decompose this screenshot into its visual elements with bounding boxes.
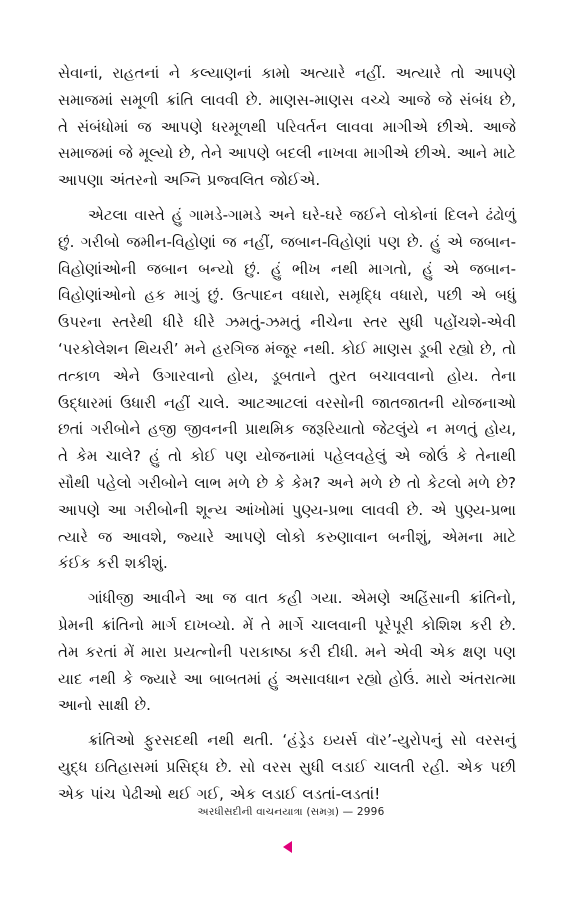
page-footer: અરધીસદીની વાચનયાત્રા (સમગ્ર) — 2996: [197, 806, 385, 818]
previous-page-arrow-icon[interactable]: [283, 841, 292, 853]
paragraph-2: એટલા વાસ્તે હું ગામડે-ગામડે અને ઘરે-ઘરે જઈને લોકોનાં દિલને ઢંઢોળું છું. ગરીબો જમીન-વિહોણાં જ નહીં, જબાન-વિહોણાં પણ છે. હું એ જબાન-વિહોણાંઓની જબાન બન્યો છું. હું ભીખ નથી માગતો, હું એ જબાન-વિહોણાંઓનો હક માગું છું. ઉત્પાદન વધારો, સમૃદ્ધિ વધારો, પછી એ બધું ઉપરના સ્તરેથી ધીરે ધીરે ઝમતું-ઝમતું નીચેના સ્તર સુધી પહોંચશે-એવી ‘પરકોલેશન થિયરી’ મને હરગિજ મંજૂર નથી. કોઈ માણસ ડૂબી રહ્યો છે, તો તત્કાળ એને ઉગારવાનો હોય, ડૂબતાને તુરત બચાવવાનો હોય. તેના ઉદ્ધારમાં ઉધારી નહીં ચાલે. આટઆટલાં વરસોની જાતજાતની યોજનાઓ છતાં ગરીબોને હજી જીવનની પ્રાથમિક જરૂરિયાતો જેટલુંયે ન મળતું હોય, તે કેમ ચાલે? હું તો કોઈ પણ યોજનામાં પહેલવહેલું એ જોઉં કે તેનાથી સૌથી પહેલો ગરીબોને લાભ મળે છે કે કેમ? અને મળે છે તો કેટલો મળે છે? આપણે આ ગરીબોની શૂન્ય આંખોમાં પુણ્ય-પ્રભા લાવવી છે. એ પુણ્ય-પ્રભા ત્યારે જ આવશે, જ્યારે આપણે લોકો કરુણાવાન બનીશું, એમના માટે કંઈક કરી શકીશું.: [58, 205, 516, 573]
page-body: [58, 60, 516, 816]
paragraph-1: સેવાનાં, રાહતનાં ને કલ્યાણનાં કામો અત્યારે નહીં. અત્યારે તો આપણે સમાજમાં સમૂળી ક્રાંતિ લાવવી છે. માણસ-માણસ વચ્ચે આજે જે સંબંધ છે, તે સંબંધોમાં જ આપણે ધરમૂળથી પરિવર્તન લાવવા માગીએ છીએ. આજે સમાજમાં જે મૂલ્યો છે, તેને આપણે બદલી નાખવા માગીએ છીએ. આને માટે આપણા અંતરનો અગ્નિ પ્રજ્વલિત જોઈએ.: [58, 64, 516, 190]
paragraph-3: ગાંધીજી આવીને આ જ વાત કહી ગયા. એમણે અહિંસાની ક્રાંતિનો, પ્રેમની ક્રાંતિનો માર્ગ દાખવ્યો. મેં તે માર્ગે ચાલવાની પૂરેપૂરી કોશિશ કરી છે. તેમ કરતાં મેં મારા પ્રયત્નોની પરાકાષ્ઠા કરી દીધી. મને એવી એક ક્ષણ પણ યાદ નથી કે જ્યારે આ બાબતમાં હું અસાવધાન રહ્યો હોઉં. મારો અંતરાત્મા આનો સાક્ષી છે.: [58, 589, 516, 715]
paragraph-4: ક્રાંતિઓ ફુરસદથી નથી થતી. ‘હંડ્રેડ ઇયર્સ વૉર’-યુરોપનું સો વરસનું યુદ્ધ ઇતિહાસમાં પ્રસિદ્ધ છે. સો વરસ સુધી લડાઈ ચાલતી રહી. એક પછી એક પાંચ પેઢીઓ થઈ ગઈ, એક લડાઈ લડતાં-લડતાં!: [58, 731, 516, 803]
